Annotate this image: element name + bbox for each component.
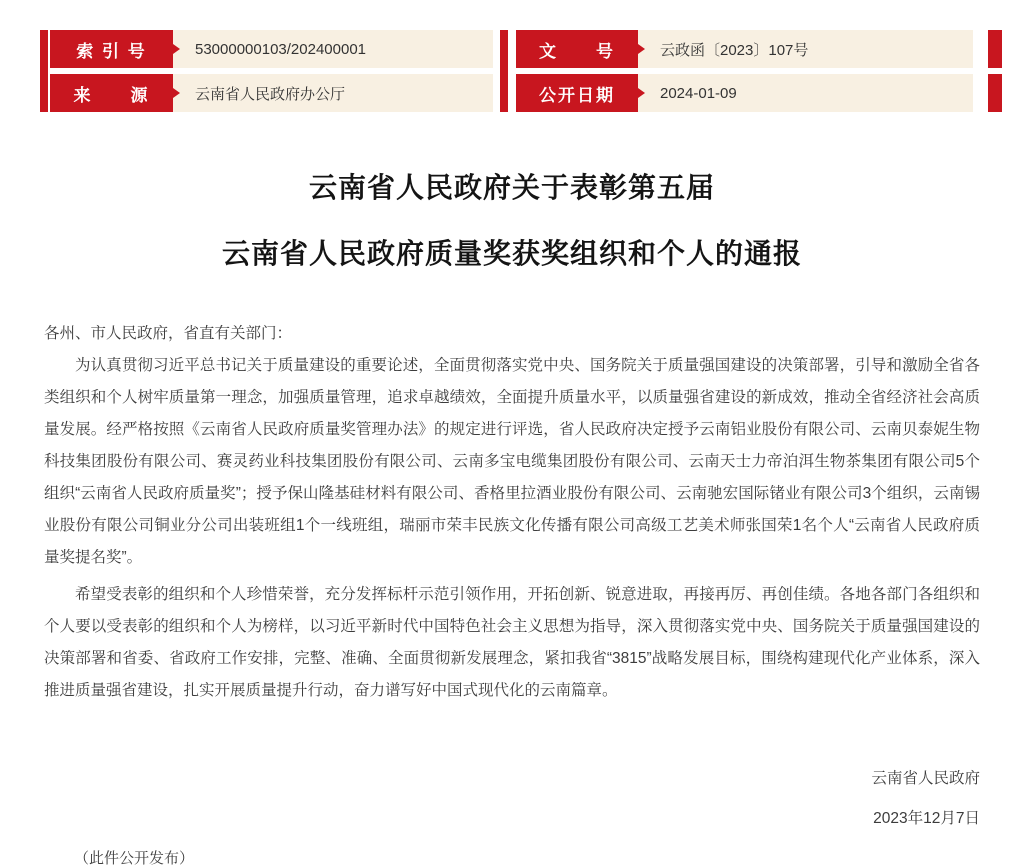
document-body xyxy=(44,318,980,707)
public-release-note: （此件公开发布） xyxy=(74,850,195,867)
arrow-right-icon xyxy=(173,88,180,98)
field-label-text: 文 号 xyxy=(539,41,615,61)
signature-agency: 云南省人民政府 xyxy=(871,770,980,787)
field-label-index-number xyxy=(50,30,173,68)
body-paragraph-2: 希望受表彰的组织和个人珍惜荣誉，充分发挥标杆示范引领作用，开拓创新、锐意进取，再接再厉、再创佳绩。各地各部门各组织和个人要以受表彰的组织和个人为榜样，以习近平新时代中国特色社会主义思想为指导，深入贯彻落实党中央、国务院关于质量强国建设的决策部署和省委、省政府工作安排，完整、准确、全面贯彻新发展理念，紧扣我省“3815”战略发展目标，围绕构建现代化产业体系，深入推进质量强省建设，扎实开展质量提升行动，奋力谱写好中国式现代化的云南篇章。 xyxy=(44,586,980,699)
arrow-right-icon xyxy=(638,44,645,54)
signature-date: 2023年12月7日 xyxy=(873,810,980,827)
field-label-doc-number xyxy=(516,30,638,68)
field-label-text: 索 引 号 xyxy=(76,41,147,61)
document-title-line1: 云南省人民政府关于表彰第五届 xyxy=(308,172,715,203)
metadata-row-2 xyxy=(40,74,1002,112)
right-accent-cap xyxy=(988,74,1002,112)
right-accent-cap xyxy=(988,30,1002,68)
field-label-source xyxy=(50,74,173,112)
field-label-text: 来 源 xyxy=(73,85,150,105)
field-value-doc-number: 云政函〔2023〕107号 xyxy=(638,30,973,68)
metadata-row-1 xyxy=(40,30,1002,68)
field-label-text: 公开日期 xyxy=(539,85,615,105)
document-title-line2: 云南省人民政府质量奖获奖组织和个人的通报 xyxy=(221,238,802,269)
field-value-index-number: 53000000103/202400001 xyxy=(173,30,493,68)
arrow-right-icon xyxy=(638,88,645,98)
document-page xyxy=(0,30,1024,868)
field-label-publish-date xyxy=(516,74,638,112)
document-metadata xyxy=(40,30,1002,112)
body-paragraph-1: 为认真贯彻习近平总书记关于质量建设的重要论述，全面贯彻落实党中央、国务院关于质量强国建设的决策部署，引导和激励全省各类组织和个人树牢质量第一理念，加强质量管理，追求卓越绩效，全面提升质量水平，以质量强省建设的新成效，推动全省经济社会高质量发展。经严格按照《云南省人民政府质量奖管理办法》的规定进行评选，省人民政府决定授予云南铝业股份有限公司、云南贝泰妮生物科技集团股份有限公司、赛灵药业科技集团股份有限公司、云南多宝电缆集团股份有限公司、云南天士力帝泊洱生物茶集团有限公司5个组织“云南省人民政府质量奖”；授予保山隆基硅材料有限公司、香格里拉酒业股份有限公司、云南驰宏国际锗业有限公司3个组织，云南锡业股份有限公司铜业分公司出装班组1个一线班组，瑞丽市荣丰民族文化传播有限公司高级工艺美术师张国荣1名个人“云南省人民政府质量奖提名奖”。 xyxy=(44,357,980,566)
signature-block xyxy=(0,763,980,835)
salutation: 各州、市人民政府，省直有关部门： xyxy=(44,325,293,342)
field-value-publish-date: 2024-01-09 xyxy=(638,74,973,112)
field-value-source: 云南省人民政府办公厅 xyxy=(173,74,493,112)
document-title xyxy=(0,170,1024,272)
arrow-right-icon xyxy=(173,44,180,54)
